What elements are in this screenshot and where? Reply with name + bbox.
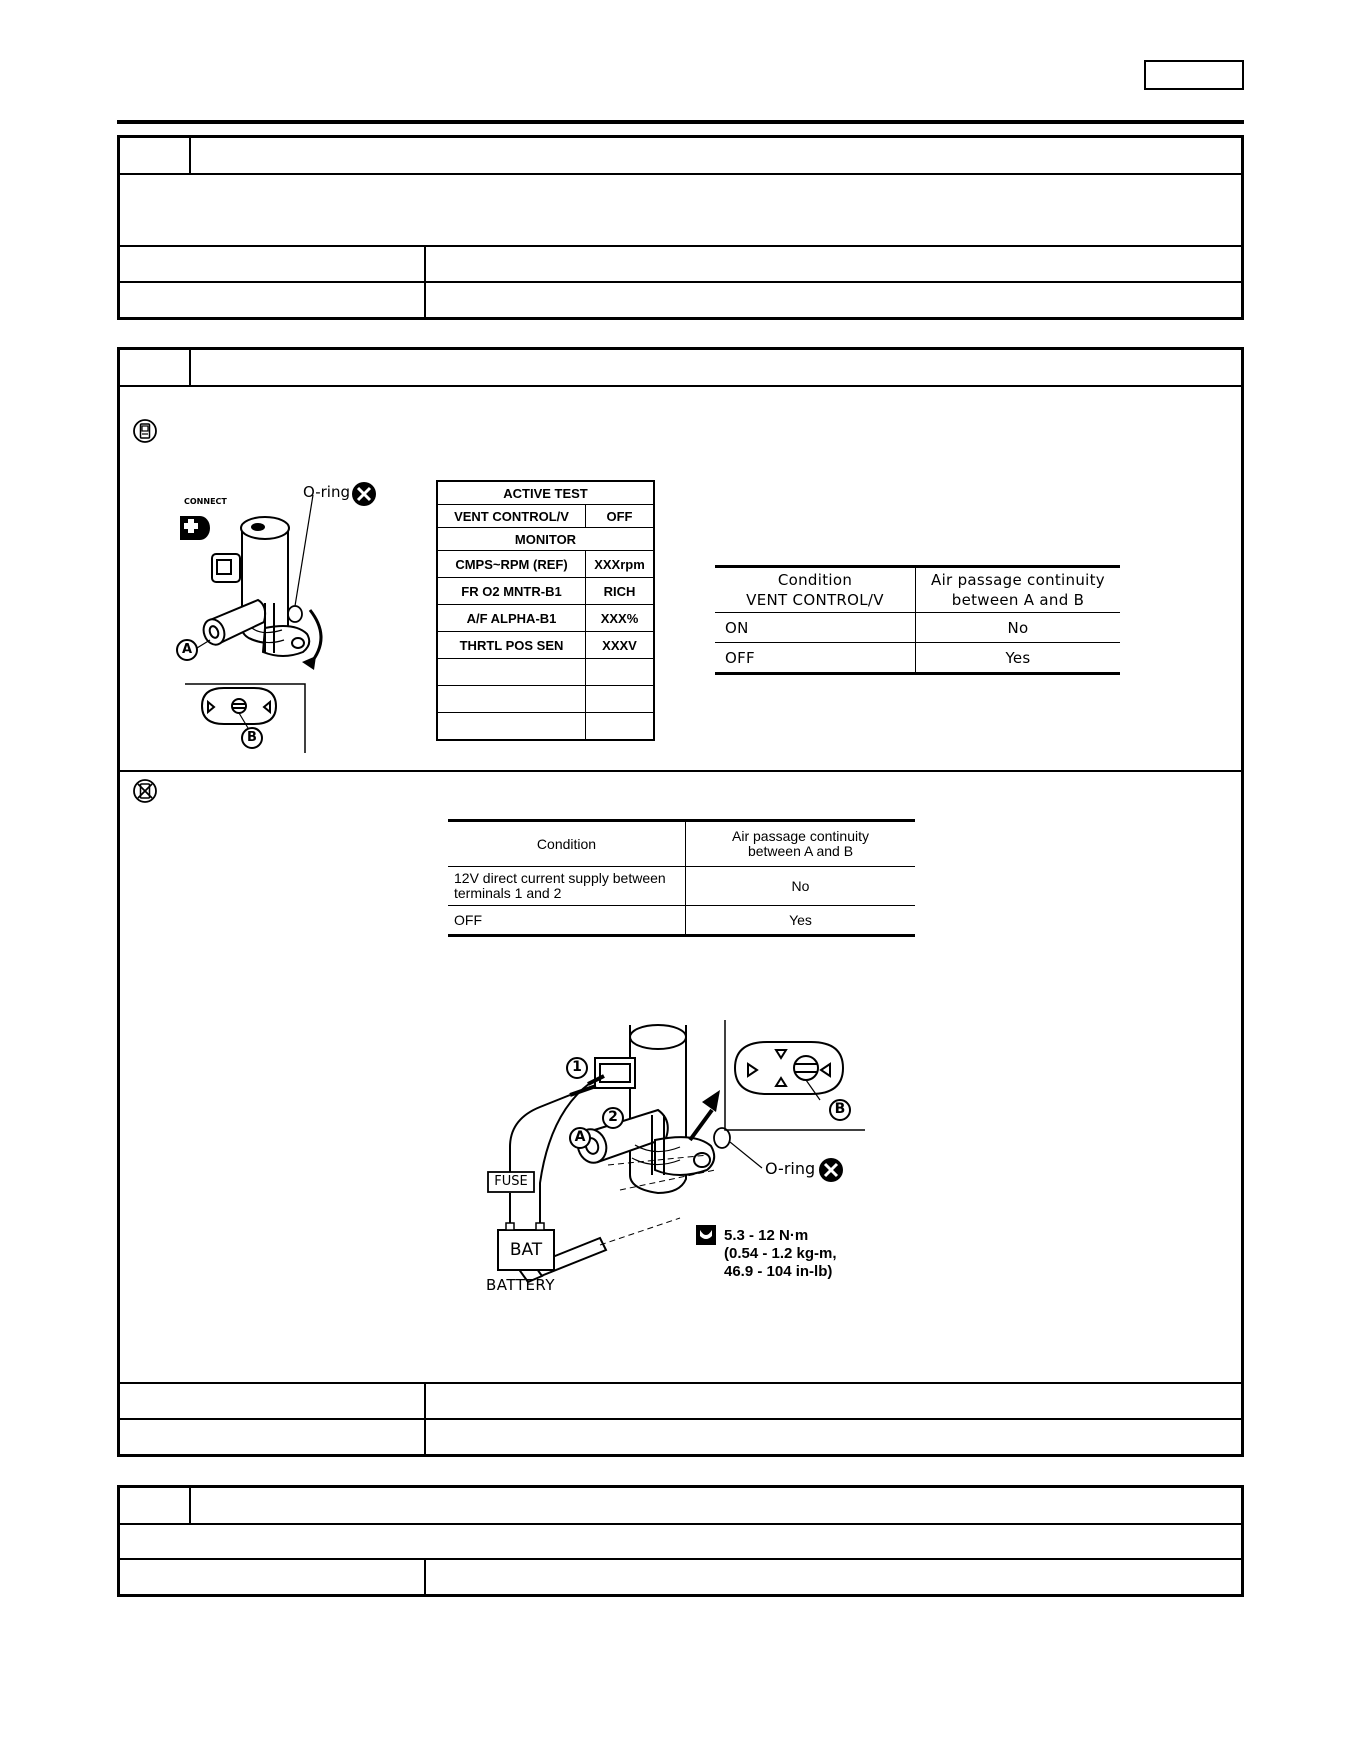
condition-header: [715, 567, 916, 613]
active-test-item-value: OFF: [586, 505, 655, 528]
condition-cell: [448, 867, 686, 906]
step-number-divider-1: [189, 135, 191, 174]
monitor-item-name: FR O2 MNTR-B1: [437, 578, 586, 605]
table-row: [715, 613, 1120, 643]
monitor-empty-cell: [437, 686, 586, 713]
continuity-header-line1: Air passage continuity: [931, 571, 1105, 589]
condition-cell-line1: 12V direct current supply between: [454, 870, 666, 886]
continuity-header-line2: between A and B: [747, 843, 854, 859]
vent-valve-consult-figure: [170, 478, 400, 753]
connect-label: CONNECT: [184, 497, 227, 506]
install-arrow: [310, 610, 321, 664]
callout-a-label: A: [181, 642, 193, 657]
monitor-title: MONITOR: [437, 528, 654, 551]
page-code-box: [1144, 60, 1244, 90]
no-consult-mode-icon: [132, 778, 158, 804]
continuity-header: [916, 567, 1121, 613]
vent-valve-body: [200, 517, 309, 656]
callout-b-label: B: [247, 730, 257, 745]
torque-spec: [724, 1227, 837, 1281]
consult-condition-table: [715, 565, 1120, 675]
step-header-rule-1: [117, 173, 1244, 175]
gasket-shape: [202, 688, 276, 724]
continuity-header: [686, 821, 916, 867]
gasket-shape: [735, 1042, 843, 1094]
result-rule-2b: [117, 1418, 1244, 1420]
continuity-header-line1: Air passage continuity: [732, 828, 869, 844]
terminal-1-label: 1: [572, 1059, 582, 1075]
active-test-item: VENT CONTROL/V: [437, 505, 586, 528]
o-ring-replace-icon: [352, 482, 376, 506]
step-number-divider-3: [189, 1485, 191, 1524]
step-header-rule-2: [117, 385, 1244, 387]
battery-label: BATTERY: [486, 1276, 556, 1294]
monitor-empty-cell: [586, 659, 655, 686]
monitor-empty-cell: [437, 713, 586, 741]
result-divider-1: [424, 245, 426, 317]
continuity-cell: Yes: [686, 906, 916, 936]
o-ring-replace-icon: [819, 1158, 843, 1182]
monitor-item-value: XXXrpm: [586, 551, 655, 578]
install-arrow: [690, 1110, 712, 1140]
callout-b-label: B: [834, 1101, 846, 1117]
monitor-empty-cell: [437, 659, 586, 686]
continuity-cell: No: [686, 867, 916, 906]
result-divider-3: [424, 1558, 426, 1594]
result-divider-2: [424, 1382, 426, 1454]
condition-header-line1: Condition: [777, 571, 853, 589]
table-row: [448, 906, 915, 936]
vent-valve-body: [573, 1025, 714, 1193]
direct-supply-condition-table: [448, 819, 915, 937]
condition-header: Condition: [448, 821, 686, 867]
monitor-item-name: THRTL POS SEN: [437, 632, 586, 659]
result-rule-3: [117, 1558, 1244, 1560]
monitor-item-value: XXXV: [586, 632, 655, 659]
condition-cell-line2: terminals 1 and 2: [454, 885, 562, 901]
monitor-empty-cell: [586, 713, 655, 741]
callout-a-label: A: [574, 1129, 586, 1145]
torque-spec-line2: (0.54 - 1.2 kg-m,: [724, 1245, 837, 1262]
bat-label: BAT: [509, 1240, 543, 1260]
condition-cell: ON: [715, 613, 916, 643]
monitor-item-name: A/F ALPHA-B1: [437, 605, 586, 632]
active-test-screen: [436, 480, 655, 741]
monitor-empty-cell: [586, 686, 655, 713]
monitor-item-name: CMPS~RPM (REF): [437, 551, 586, 578]
o-ring-shape: [288, 606, 302, 622]
o-ring-shape: [714, 1128, 730, 1148]
o-ring-label: O-ring: [765, 1159, 816, 1178]
connect-plug-icon: [180, 516, 210, 540]
condition-header-line2: VENT CONTROL/V: [746, 591, 884, 609]
torque-wrench-icon: [696, 1225, 716, 1245]
step-header-rule-3: [117, 1523, 1244, 1525]
step-box-1: [117, 135, 1244, 320]
header-rule: [117, 120, 1244, 124]
active-test-title: ACTIVE TEST: [437, 481, 654, 505]
result-rule-2a: [117, 1382, 1244, 1384]
fuse-label: FUSE: [494, 1174, 528, 1189]
result-rule-1b: [117, 281, 1244, 283]
method-divider-rule: [117, 770, 1244, 772]
torque-spec-line1: 5.3 - 12 N·m: [724, 1227, 809, 1244]
monitor-item-value: XXX%: [586, 605, 655, 632]
torque-spec-line3: 46.9 - 104 in-lb): [724, 1263, 833, 1280]
step-number-divider-2: [189, 347, 191, 386]
result-rule-1a: [117, 245, 1244, 247]
consult-mode-icon: [132, 418, 158, 444]
condition-cell: OFF: [715, 643, 916, 674]
condition-cell: OFF: [448, 906, 686, 936]
o-ring-label: O-ring: [303, 483, 350, 501]
continuity-header-line2: between A and B: [951, 591, 1085, 609]
step-box-3: [117, 1485, 1244, 1597]
monitor-item-value: RICH: [586, 578, 655, 605]
continuity-cell: No: [916, 613, 1121, 643]
continuity-cell: Yes: [916, 643, 1121, 674]
terminal-2-label: 2: [608, 1109, 618, 1125]
table-row: [715, 643, 1120, 674]
table-row: [448, 867, 915, 906]
